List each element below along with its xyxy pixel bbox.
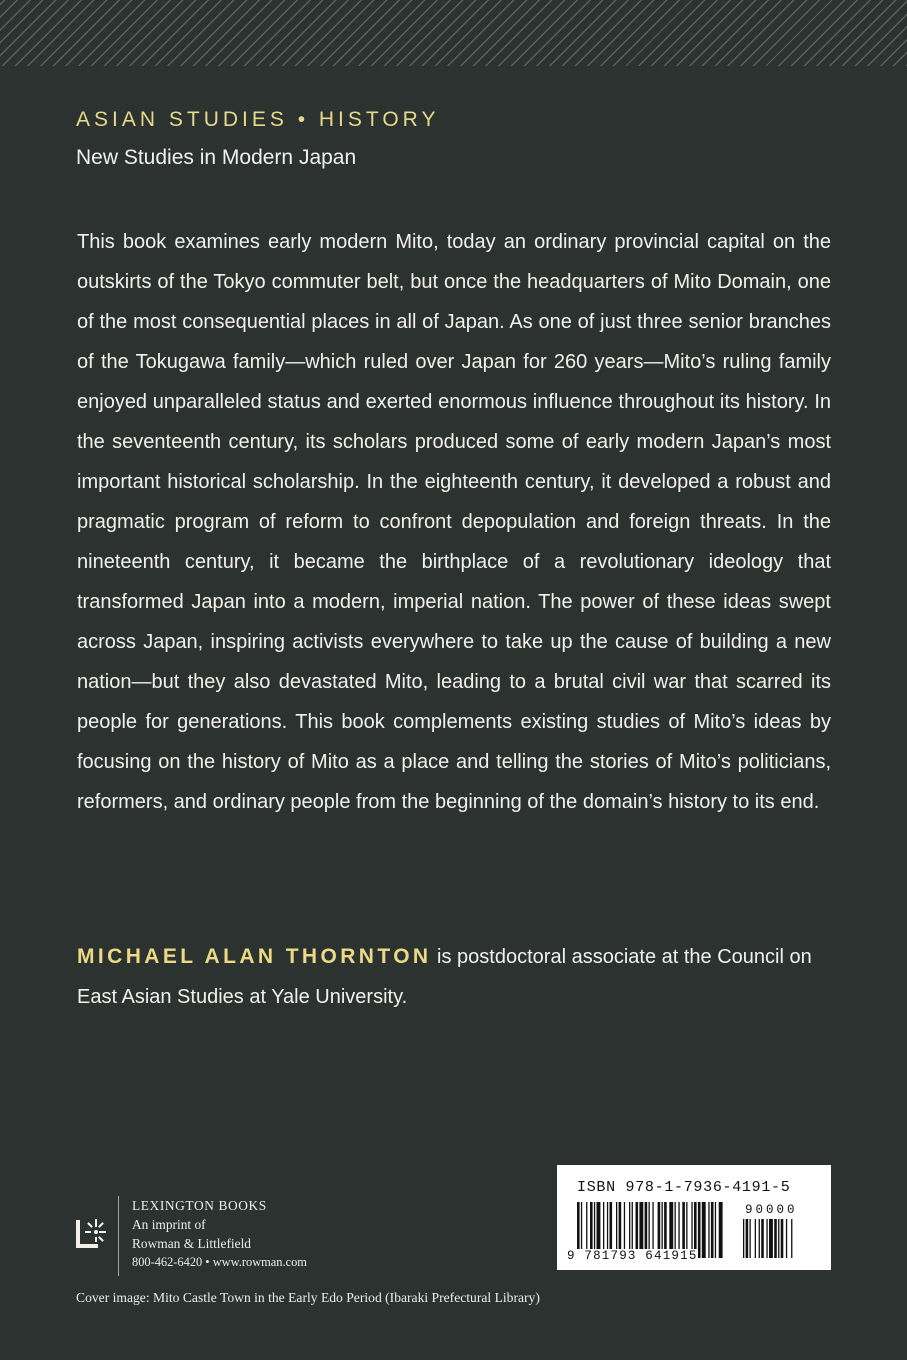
- diagonal-stripe-band: [0, 0, 907, 66]
- lexington-logo-icon: [76, 1216, 106, 1248]
- publisher-text: [132, 1196, 307, 1272]
- barcode-digits: 9 781793 641915: [567, 1249, 698, 1263]
- isbn-label: ISBN 978-1-7936-4191-5: [577, 1179, 791, 1196]
- barcode-addon-digits: 90000: [745, 1203, 798, 1217]
- publisher-divider: [118, 1196, 119, 1276]
- category-label: ASIAN STUDIES • HISTORY: [76, 108, 440, 131]
- publisher-block: [76, 1196, 396, 1276]
- imprint-line: An imprint of: [132, 1217, 206, 1232]
- isbn-barcode: [557, 1165, 831, 1270]
- book-description: This book examines early modern Mito, today an ordinary provincial capital on the outskirts of the Tokyo commuter belt, but once the headquarters of Mito Domain, one of the most consequential places in all of Japan. As one of just three senior branches of the Tokugawa family—which ruled over Japan for 260 years—Mito’s ruling family enjoyed unparalleled status and exerted enormous influence throughout its history. In the seventeenth century, its scholars produced some of early modern Japan’s most important historical scholarship. In the eighteenth century, it developed a robust and pragmatic program of reform to confront depopulation and foreign threats. In the nineteenth century, it became the birthplace of a revolutionary ideology that transformed Japan into a modern, imperial nation. The power of these ideas swept across Japan, inspiring activists everywhere to take up the cause of building a new nation—but they also devastated Mito, leading to a brutal civil war that scarred its people for generations. This book complements existing studies of Mito’s ideas by focusing on the history of Mito as a place and telling the stories of Mito’s politicians, reformers, and ordinary people from the beginning of the domain’s history to its end.: [77, 231, 831, 813]
- publisher-contact: 800-462-6420 • www.rowman.com: [132, 1255, 307, 1269]
- author-bio: [77, 937, 831, 1017]
- author-bio-text: is postdoctoral associate at the Council on East Asian Studies at Yale University.: [77, 946, 812, 1008]
- author-name: MICHAEL ALAN THORNTON: [77, 945, 432, 968]
- cover-credit: Cover image: Mito Castle Town in the Early Edo Period (Ibaraki Prefectural Library): [76, 1290, 540, 1305]
- series-title: New Studies in Modern Japan: [76, 146, 357, 169]
- parent-publisher: Rowman & Littlefield: [132, 1236, 252, 1251]
- publisher-name: LEXINGTON BOOKS: [132, 1198, 267, 1213]
